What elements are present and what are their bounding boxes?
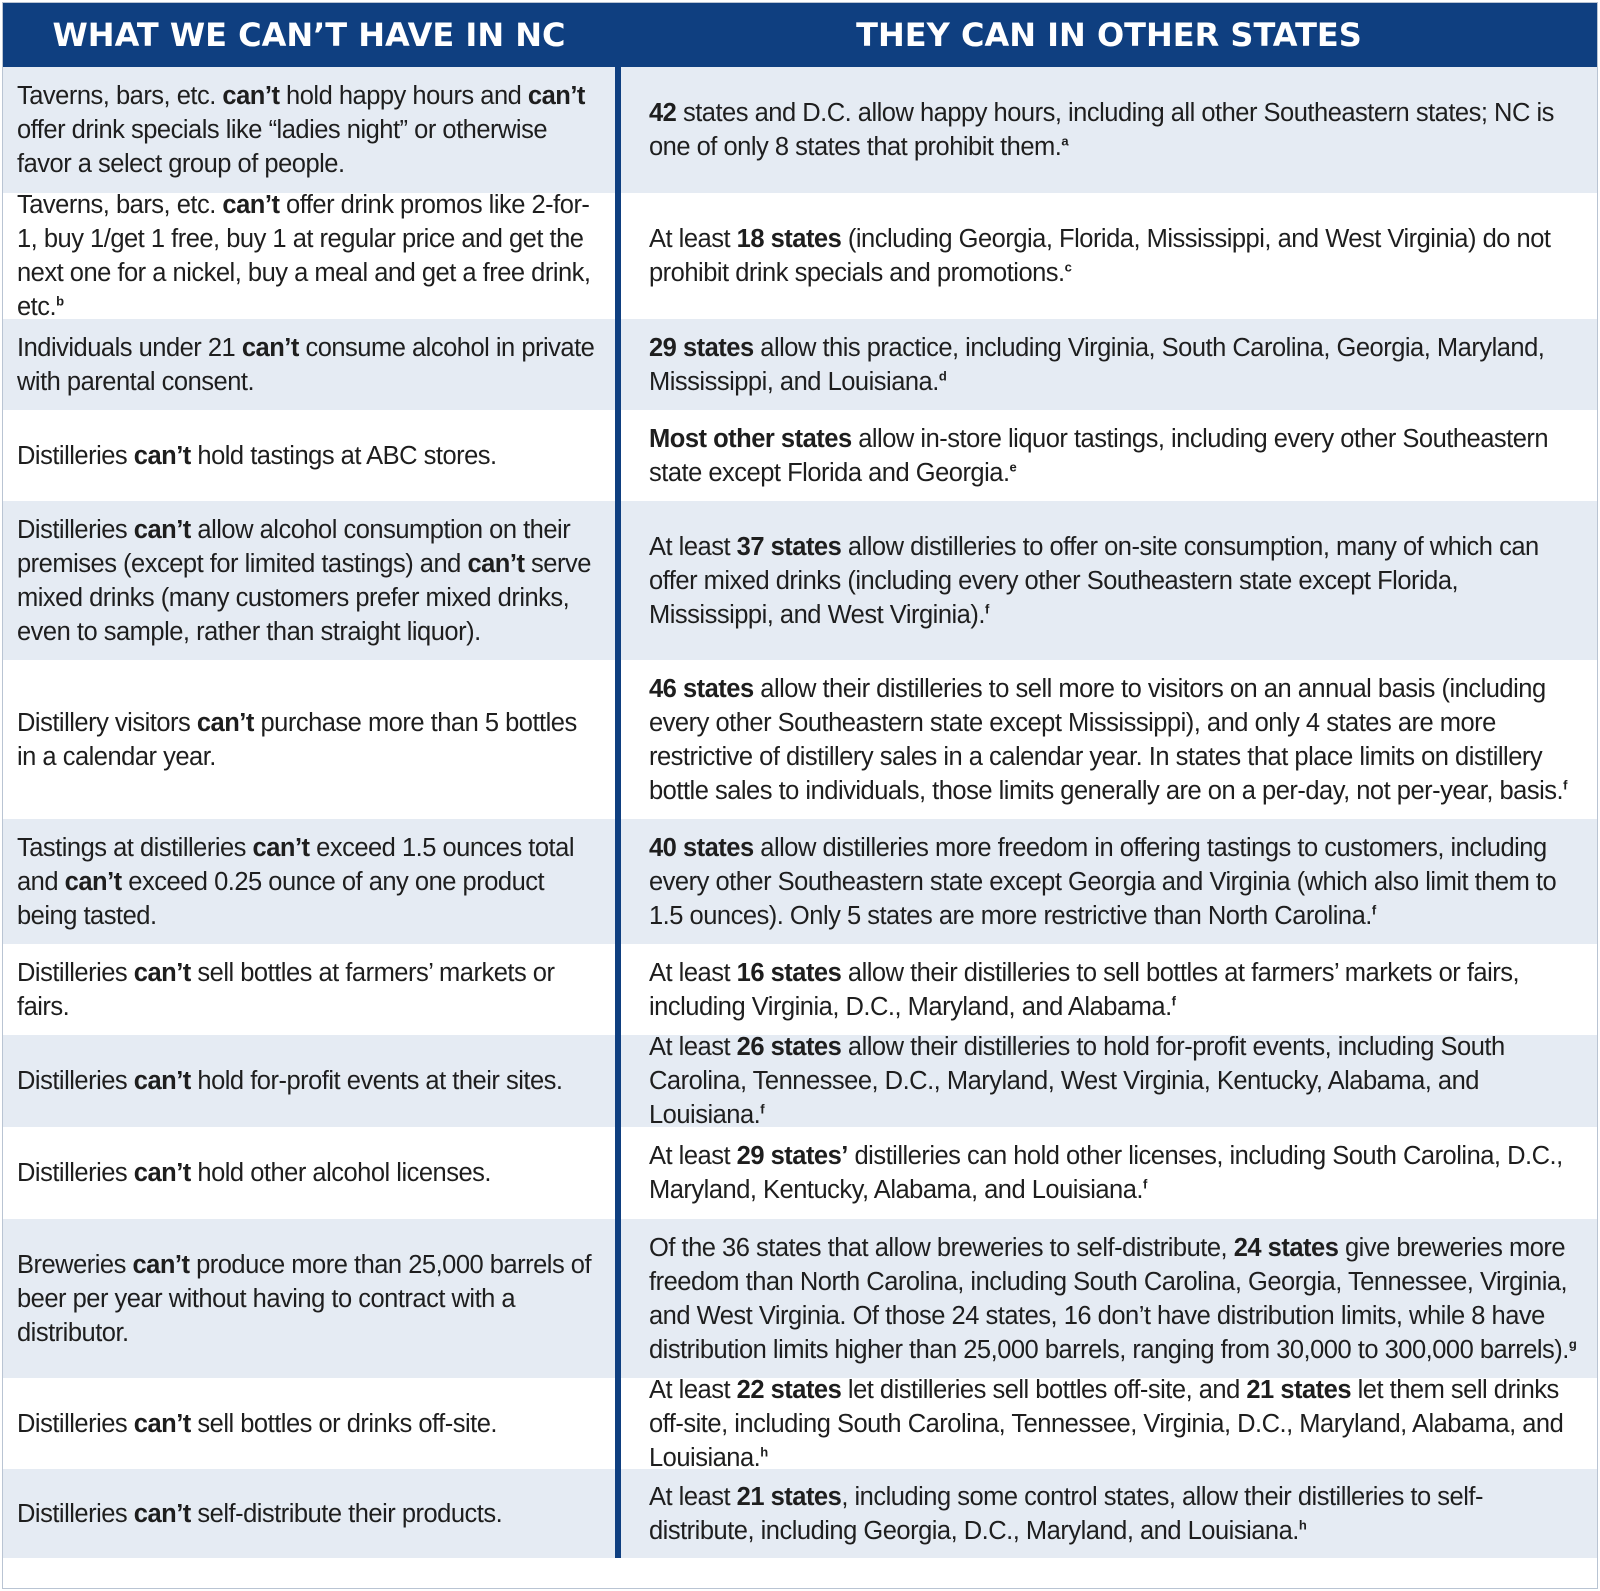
- table-row: [3, 1127, 1597, 1219]
- text-segment: sell bottles or drinks off-site.: [190, 1409, 497, 1438]
- text-segment: Distilleries: [17, 1159, 134, 1187]
- text-segment: Tastings at distilleries: [17, 833, 253, 862]
- header-left: WHAT WE CAN’T HAVE IN NC: [52, 16, 566, 54]
- other-states-cell: [621, 501, 1597, 660]
- bold-text: 16 states: [736, 958, 842, 987]
- nc-restriction-cell: [3, 1378, 615, 1469]
- text-segment: At least: [649, 225, 737, 253]
- text-segment: Breweries: [17, 1250, 133, 1279]
- cell-text: [649, 956, 1583, 1024]
- cell-text: [649, 331, 1583, 399]
- text-segment: Distilleries: [17, 1409, 134, 1438]
- bold-text: 18 states: [736, 225, 842, 253]
- other-states-cell: [621, 660, 1597, 819]
- bold-text: can’t: [467, 549, 525, 578]
- other-states-cell: [621, 944, 1597, 1035]
- text-segment: Distilleries: [17, 441, 134, 470]
- cell-text: [17, 1156, 491, 1190]
- text-segment: , including some control states, allow their distilleries to self-distribute, including Georgia, D.C., Maryland, and Louisiana.: [649, 1482, 1483, 1545]
- text-segment: exceed 0.25 ounce of any one product being tasted.: [17, 867, 545, 930]
- comparison-table: [2, 2, 1598, 1589]
- text-segment: At least: [649, 1142, 737, 1170]
- cell-text: [17, 831, 597, 933]
- nc-restriction-cell: [3, 501, 615, 660]
- text-segment: allow their distilleries to hold for-profit events, including South Carolina, Tennessee, D.C., Maryland, West Virginia, Kentucky, Alabama, and Louisiana.: [649, 1033, 1505, 1129]
- bold-text: 42: [649, 99, 677, 127]
- table-header: [3, 3, 1597, 67]
- bold-text: can’t: [527, 82, 585, 110]
- text-segment: exceed 1.5 ounces total and: [17, 833, 574, 896]
- text-segment: At least: [649, 1375, 737, 1404]
- bold-text: can’t: [252, 833, 310, 862]
- text-segment: let them sell drinks off-site, including South Carolina, Tennessee, Virginia, D.C., Maryland, Alabama, and Louisiana.: [649, 1375, 1564, 1472]
- text-segment: Of the 36 states that allow breweries to self-distribute,: [649, 1233, 1234, 1262]
- text-segment: let distilleries sell bottles off-site, and: [841, 1375, 1247, 1404]
- cell-text: [649, 672, 1583, 808]
- text-segment: allow their distilleries to sell bottles at farmers’ markets or fairs, including Virginia, D.C., Maryland, and Alabama.: [649, 958, 1520, 1021]
- text-segment: allow distilleries to offer on-site consumption, many of which can offer mixed drinks (including every other Southeastern state except Florida, Mississippi, and West Virginia).: [649, 532, 1539, 629]
- text-segment: Distilleries: [17, 1499, 134, 1528]
- footnote-marker: f: [1563, 777, 1568, 792]
- other-states-cell: [621, 819, 1597, 944]
- table-row: [3, 410, 1597, 501]
- text-segment: states and D.C. allow happy hours, including all other Southeastern states; NC is one of only 8 states that prohibit them.: [649, 99, 1554, 161]
- bold-text: 37 states: [736, 532, 842, 561]
- text-segment: allow distilleries more freedom in offering tastings to customers, including every other Southeastern state except Georgia and Virginia (which also limit them to 1.5 ounces). Only 5 states are more restrictive than North Carolina.: [649, 833, 1557, 930]
- cell-text: [649, 222, 1583, 290]
- bold-text: can’t: [133, 1159, 191, 1187]
- footnote-marker: d: [938, 368, 947, 383]
- cell-text: [17, 1064, 563, 1098]
- text-segment: Distillery visitors: [17, 708, 197, 737]
- cell-text: [17, 706, 597, 774]
- text-segment: Distilleries: [17, 1067, 134, 1095]
- footnote-marker: g: [1568, 1336, 1577, 1351]
- table-row: [3, 67, 1597, 193]
- footnote-marker: h: [760, 1444, 769, 1459]
- text-segment: hold for-profit events at their sites.: [190, 1067, 563, 1095]
- bold-text: can’t: [133, 1409, 191, 1438]
- bold-text: can’t: [222, 191, 280, 219]
- bold-text: can’t: [133, 515, 191, 544]
- text-segment: give breweries more freedom than North Carolina, including South Carolina, Georgia, Tennessee, Virginia, and West Virginia. Of those 24 states, 16 don’t have distribution limits, while 8 have distribution limits higher than 25,000 barrels, ranging from 30,000 to 300,000 barrels).: [649, 1233, 1569, 1364]
- table-row: [3, 1469, 1597, 1558]
- other-states-cell: [621, 193, 1597, 319]
- text-segment: At least: [649, 1033, 737, 1061]
- nc-restriction-cell: [3, 319, 615, 410]
- text-segment: produce more than 25,000 barrels of beer per year without having to contract with a distributor.: [17, 1250, 592, 1347]
- footnote-marker: f: [984, 601, 990, 616]
- bold-text: can’t: [133, 1067, 191, 1095]
- text-segment: allow their distilleries to sell more to visitors on an annual basis (including every other Southeastern state except Mississippi), and only 4 states are more restrictive of distillery sales in a calendar year. In states that place limits on distillery bottle sales to individuals, those limits generally are on a per-day, not per-year, basis.: [649, 674, 1564, 805]
- cell-text: [649, 422, 1583, 490]
- table-row: [3, 501, 1597, 660]
- table-row: [3, 319, 1597, 410]
- text-segment: purchase more than 5 bottles in a calendar year.: [17, 708, 577, 771]
- cell-text: [17, 439, 497, 473]
- bold-text: can’t: [64, 867, 122, 896]
- other-states-cell: [621, 67, 1597, 193]
- text-segment: serve mixed drinks (many customers prefer mixed drinks, even to sample, rather than straight liquor).: [17, 549, 591, 646]
- table-row: [3, 193, 1597, 319]
- cell-text: [649, 831, 1583, 933]
- footnote-marker: c: [1064, 259, 1072, 275]
- bold-text: 46 states: [649, 674, 754, 703]
- table-body: [3, 67, 1597, 1558]
- nc-restriction-cell: [3, 67, 615, 193]
- table-row: [3, 944, 1597, 1035]
- text-segment: At least: [649, 532, 737, 561]
- bold-text: 29 states: [649, 333, 754, 362]
- table-row: [3, 660, 1597, 819]
- bold-text: can’t: [133, 1499, 191, 1528]
- footnote-marker: f: [1371, 902, 1377, 917]
- nc-restriction-cell: [3, 819, 615, 944]
- text-segment: Taverns, bars, etc.: [17, 82, 223, 110]
- other-states-cell: [621, 1127, 1597, 1219]
- nc-restriction-cell: [3, 1127, 615, 1219]
- text-segment: At least: [649, 958, 737, 987]
- bold-text: can’t: [241, 333, 299, 362]
- bold-text: 29 states’: [736, 1142, 848, 1170]
- other-states-cell: [621, 410, 1597, 501]
- other-states-cell: [621, 1375, 1597, 1472]
- nc-restriction-cell: [3, 660, 615, 819]
- cell-text: [649, 1030, 1583, 1132]
- footnote-marker: f: [760, 1101, 765, 1117]
- text-segment: allow in-store liquor tastings, including every other Southeastern state except Florida and Georgia.: [649, 424, 1549, 487]
- bold-text: can’t: [196, 708, 254, 737]
- footnote-marker: b: [56, 293, 65, 309]
- cell-text: [17, 1497, 502, 1531]
- text-segment: allow alcohol consumption on their premises (except for limited tastings) and: [17, 515, 571, 578]
- text-segment: hold tastings at ABC stores.: [190, 441, 497, 470]
- cell-text: [17, 513, 597, 649]
- cell-text: [17, 331, 597, 399]
- cell-text: [17, 1248, 597, 1350]
- text-segment: allow this practice, including Virginia, South Carolina, Georgia, Maryland, Mississippi, and Louisiana.: [649, 333, 1545, 396]
- text-segment: self-distribute their products.: [190, 1499, 503, 1528]
- nc-restriction-cell: [3, 193, 615, 319]
- text-segment: Distilleries: [17, 515, 134, 544]
- bold-text: Most other states: [649, 424, 852, 453]
- cell-text: [649, 530, 1583, 632]
- text-segment: At least: [649, 1482, 737, 1511]
- bold-text: can’t: [132, 1250, 190, 1279]
- footnote-marker: a: [1061, 133, 1069, 149]
- bold-text: 24 states: [1233, 1233, 1339, 1262]
- nc-restriction-cell: [3, 1219, 615, 1378]
- header-right: THEY CAN IN OTHER STATES: [856, 16, 1362, 54]
- footnote-marker: f: [1171, 993, 1176, 1008]
- bold-text: can’t: [133, 958, 191, 987]
- bold-text: 40 states: [649, 833, 754, 862]
- cell-text: [649, 96, 1583, 164]
- cell-text: [17, 956, 597, 1024]
- footnote-marker: f: [1143, 1176, 1148, 1192]
- other-states-cell: [621, 319, 1597, 410]
- text-segment: offer drink promos like 2-for-1, buy 1/get 1 free, buy 1 at regular price and get the next one for a nickel, buy a meal and get a free drink, etc.: [17, 191, 591, 321]
- bold-text: 21 states: [1246, 1375, 1352, 1404]
- bold-text: can’t: [222, 82, 280, 110]
- cell-text: [17, 1407, 497, 1441]
- table-row: [3, 1219, 1597, 1378]
- text-segment: Taverns, bars, etc.: [17, 191, 223, 219]
- nc-restriction-cell: [3, 944, 615, 1035]
- cell-text: [649, 1480, 1583, 1548]
- text-segment: sell bottles at farmers’ markets or fairs.: [17, 958, 555, 1021]
- bold-text: 22 states: [736, 1375, 842, 1404]
- table-row: [3, 819, 1597, 944]
- footnote-marker: e: [1009, 459, 1017, 474]
- cell-text: [649, 1231, 1583, 1367]
- cell-text: [17, 188, 597, 324]
- text-segment: hold happy hours and: [279, 82, 528, 110]
- bold-text: 21 states: [736, 1482, 842, 1511]
- nc-restriction-cell: [3, 1469, 615, 1558]
- text-segment: distilleries can hold other licenses, including South Carolina, D.C., Maryland, Kentucky, Alabama, and Louisiana.: [649, 1142, 1563, 1204]
- table-row: [3, 1375, 1597, 1472]
- other-states-cell: [621, 1035, 1597, 1127]
- cell-text: [17, 79, 597, 181]
- text-segment: hold other alcohol licenses.: [190, 1159, 492, 1187]
- bold-text: can’t: [133, 441, 191, 470]
- footnote-marker: h: [1298, 1517, 1307, 1532]
- table-row: [3, 1035, 1597, 1127]
- nc-restriction-cell: [3, 1035, 615, 1127]
- text-segment: consume alcohol in private with parental consent.: [17, 333, 595, 396]
- cell-text: [649, 1373, 1583, 1475]
- other-states-cell: [621, 1219, 1597, 1378]
- text-segment: offer drink specials like “ladies night” or otherwise favor a select group of people.: [17, 116, 548, 178]
- text-segment: (including Georgia, Florida, Mississippi, and West Virginia) do not prohibit drink specials and promotions.: [649, 225, 1551, 287]
- cell-text: [649, 1139, 1583, 1207]
- text-segment: Distilleries: [17, 958, 134, 987]
- text-segment: Individuals under 21: [17, 333, 242, 362]
- other-states-cell: [621, 1469, 1597, 1558]
- nc-restriction-cell: [3, 410, 615, 501]
- bold-text: 26 states: [736, 1033, 842, 1061]
